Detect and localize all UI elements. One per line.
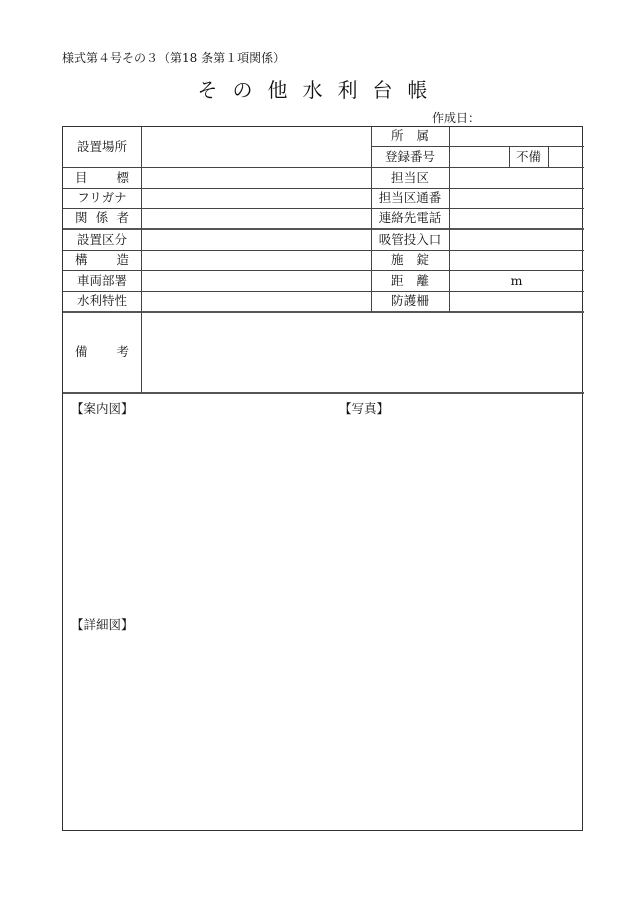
label-target xyxy=(63,168,141,188)
label-defect: 不備 xyxy=(515,148,541,164)
label-guard-fence xyxy=(371,292,449,311)
col-divider xyxy=(141,127,142,393)
label-char: 距 xyxy=(391,272,404,288)
label-water-property: 水利特性 xyxy=(76,293,127,309)
label-char: 当 xyxy=(403,169,417,185)
label-char: 護 xyxy=(403,293,417,309)
label-install-category: 設置区分 xyxy=(76,231,127,247)
label-char: 係 xyxy=(95,210,109,226)
created-date-label: 作成日： xyxy=(432,111,481,125)
label-vehicle-dept: 車両部署 xyxy=(76,272,127,288)
label-char: 属 xyxy=(416,128,429,144)
section-photo: 【写真】 xyxy=(339,401,390,416)
label-char: 備 xyxy=(75,344,88,360)
label-distance xyxy=(371,271,449,291)
label-char: 離 xyxy=(416,272,429,288)
col-divider xyxy=(548,146,549,168)
label-lock xyxy=(371,251,449,270)
label-structure xyxy=(63,251,141,270)
label-remarks xyxy=(63,313,141,392)
label-char: 防 xyxy=(391,293,404,309)
form-number: 様式第４号その３（第18 条第１項関係） xyxy=(62,51,286,65)
page-title: その他水利台帳 xyxy=(197,78,443,102)
label-registration-no: 登録番号 xyxy=(384,148,435,164)
ledger-table xyxy=(62,126,583,831)
label-related-person xyxy=(63,209,141,228)
label-char: 区 xyxy=(416,169,429,185)
label-char: 造 xyxy=(116,252,129,268)
label-char: 関 xyxy=(75,210,88,226)
label-char: 目 xyxy=(75,169,88,185)
label-char: 担 xyxy=(391,169,404,185)
label-furigana: フリガナ xyxy=(77,190,127,206)
label-char: 所 xyxy=(391,128,404,144)
label-location: 設置場所 xyxy=(76,138,127,154)
label-district-serial: 担当区通番 xyxy=(378,190,442,206)
label-char: 柵 xyxy=(416,293,429,309)
section-detail-map: 【詳細図】 xyxy=(71,617,134,632)
distance-unit: m xyxy=(510,272,523,288)
label-char: 者 xyxy=(116,210,129,226)
label-contact-phone: 連絡先電話 xyxy=(378,210,442,226)
label-intake: 吸管投入口 xyxy=(378,231,442,247)
label-char: 構 xyxy=(75,252,88,268)
label-affiliation xyxy=(371,127,449,146)
label-char: 施 xyxy=(391,252,404,268)
section-guide-map: 【案内図】 xyxy=(71,401,134,416)
label-char: 考 xyxy=(116,344,129,360)
label-char: 標 xyxy=(116,169,129,185)
label-district xyxy=(371,168,449,188)
label-char: 錠 xyxy=(416,252,429,268)
